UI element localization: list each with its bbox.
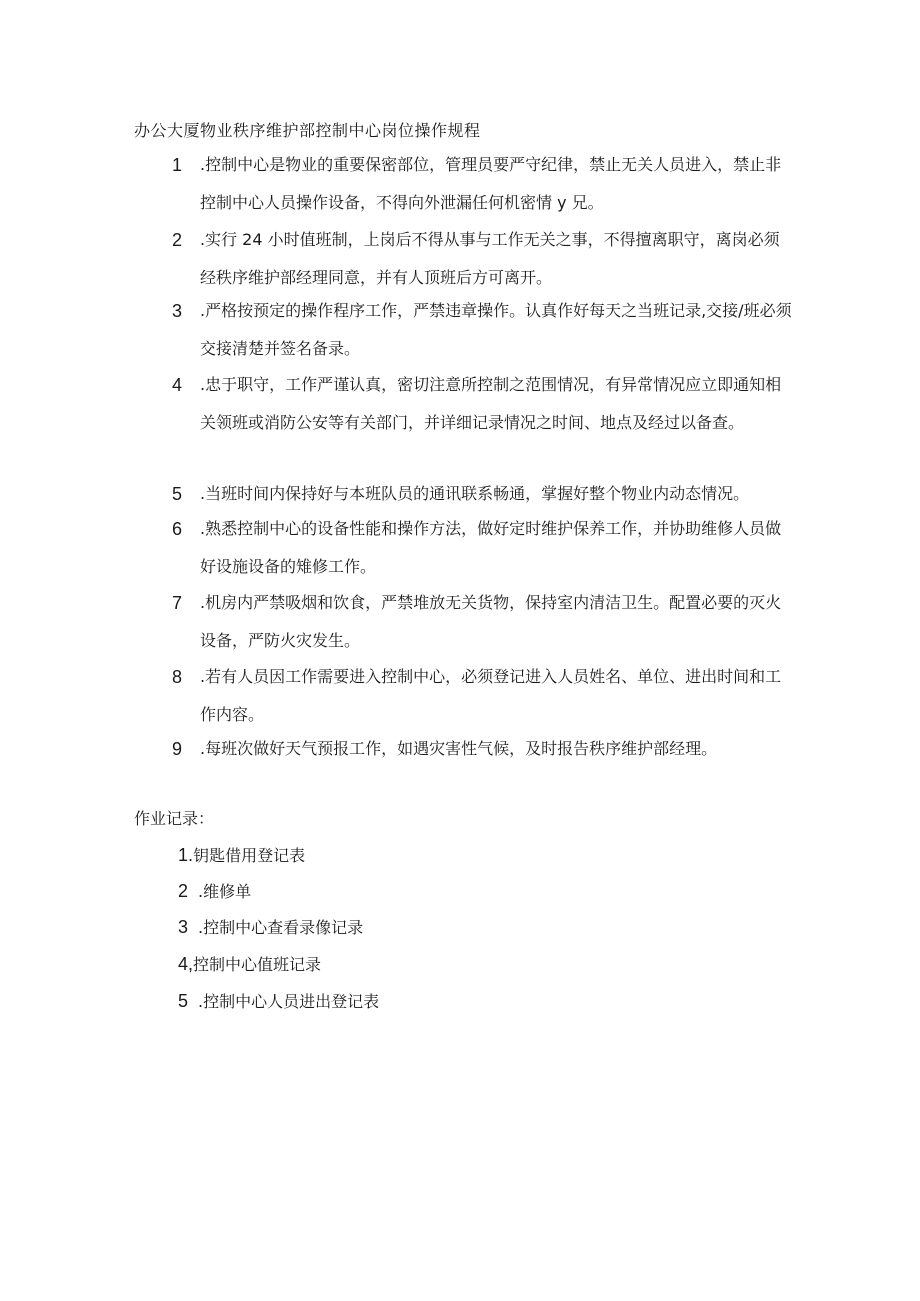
rule-number: 2 bbox=[172, 230, 183, 250]
rule-item bbox=[172, 146, 792, 222]
rule-text: .实行 24 小时值班制，上岗后不得从事与工作无关之事，不得擅离职守，离岗必须经秩序维护部经理同意，并有人顶班后方可离开。 bbox=[200, 230, 780, 287]
record-text: .钥匙借用登记表 bbox=[188, 846, 306, 865]
record-item bbox=[178, 952, 321, 977]
record-text: .控制中心人员进出登记表 bbox=[198, 992, 380, 1011]
record-text: .维修单 bbox=[198, 882, 252, 901]
rule-text: .机房内严禁吸烟和饮食，严禁堆放无关货物，保持室内清洁卫生。配置必要的灭火设备，严防火灾发生。 bbox=[200, 593, 782, 650]
rule-item bbox=[172, 510, 792, 586]
rule-text: .控制中心是物业的重要保密部位，管理员要严守纪律，禁止无关人员进入，禁止非控制中心人员操作设备，不得向外泄漏任何机密情 y 兄。 bbox=[200, 155, 782, 212]
rule-number: 4 bbox=[172, 375, 183, 395]
record-number: 1 bbox=[178, 845, 189, 865]
record-item bbox=[178, 915, 363, 940]
rule-item bbox=[172, 730, 792, 768]
rule-item bbox=[172, 221, 792, 297]
records-title: 作业记录： bbox=[134, 809, 215, 828]
record-item bbox=[178, 879, 251, 904]
rule-item bbox=[172, 658, 792, 734]
rule-item bbox=[172, 292, 792, 368]
record-number: 5 bbox=[178, 991, 189, 1011]
rule-item bbox=[172, 366, 792, 442]
rule-number: 9 bbox=[172, 739, 183, 759]
record-number: 3 bbox=[178, 917, 189, 937]
rule-item bbox=[172, 584, 792, 660]
rule-text: .每班次做好天气预报工作，如遇灾害性气候，及时报告秩序维护部经理。 bbox=[200, 739, 718, 758]
rule-number: 3 bbox=[172, 301, 183, 321]
rule-item bbox=[172, 475, 792, 513]
rule-number: 5 bbox=[172, 484, 183, 504]
record-number: 4, bbox=[178, 954, 194, 974]
rule-number: 1 bbox=[172, 155, 183, 175]
rule-text: .忠于职守，工作严谨认真，密切注意所控制之范围情况，有异常情况应立即通知相关领班或消防公安等有关部门，并详细记录情况之时间、地点及经过以备查。 bbox=[200, 375, 782, 432]
rule-text: .熟悉控制中心的设备性能和操作方法，做好定时维护保养工作，并协助维修人员做好设施设备的雉修工作。 bbox=[200, 519, 782, 576]
document-title: 办公大厦物业秩序维护部控制中心岗位操作规程 bbox=[134, 121, 481, 140]
record-text: .控制中心查看录像记录 bbox=[198, 918, 364, 937]
rule-text: .当班时间内保持好与本班队员的通讯联系畅通，掌握好整个物业内动态情况。 bbox=[200, 484, 750, 503]
rule-text: .若有人员因工作需要进入控制中心，必须登记进入人员姓名、单位、进出时间和工作内容。 bbox=[200, 667, 782, 724]
rule-number: 7 bbox=[172, 593, 183, 613]
record-item bbox=[178, 989, 379, 1014]
record-item bbox=[178, 843, 305, 868]
rule-number: 8 bbox=[172, 667, 183, 687]
record-number: 2 bbox=[178, 881, 189, 901]
record-text: 控制中心值班记录 bbox=[193, 955, 322, 974]
rule-text: .严格按预定的操作程序工作，严禁违章操作。认真作好每天之当班记录,交接/班必须交接清楚并签名备录。 bbox=[200, 301, 792, 358]
rule-number: 6 bbox=[172, 519, 183, 539]
